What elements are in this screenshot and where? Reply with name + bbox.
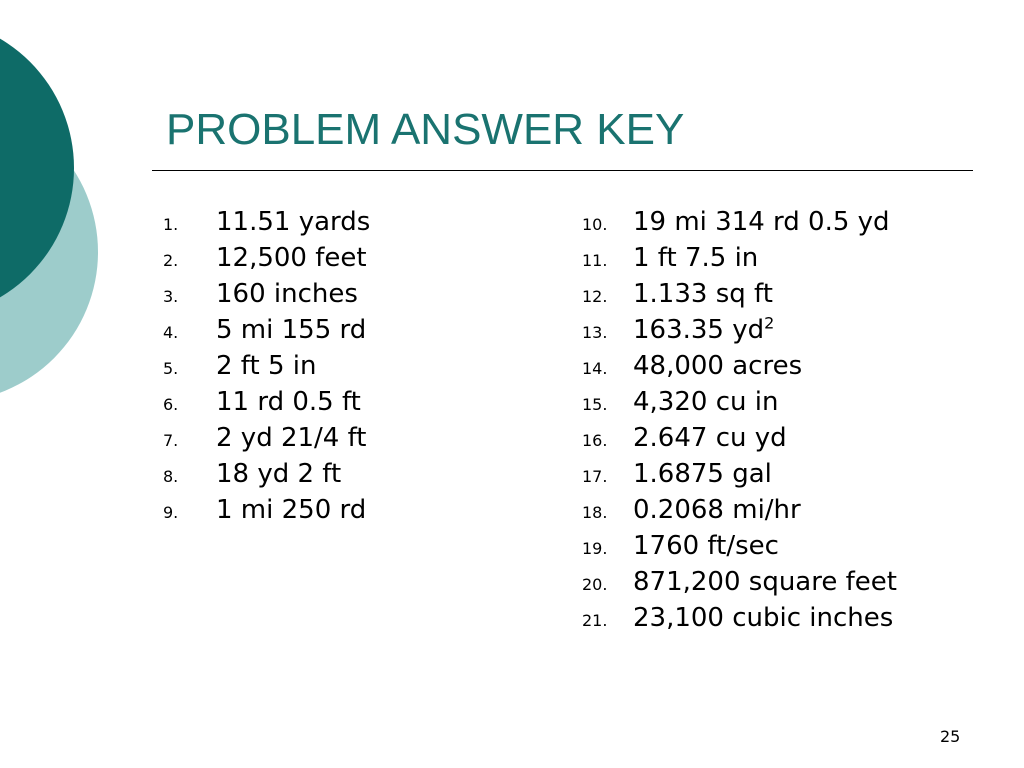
answer-text: 871,200 square feet xyxy=(633,567,897,597)
answer-text: 23,100 cubic inches xyxy=(633,603,894,633)
answer-number: 16. xyxy=(582,431,608,450)
answer-number: 10. xyxy=(582,215,608,234)
answer-text xyxy=(633,312,774,348)
answer-text: 11.51 yards xyxy=(216,207,371,237)
answer-superscript: 2 xyxy=(764,313,775,333)
answer-number: 6. xyxy=(163,395,179,414)
answer-number: 21. xyxy=(582,611,608,630)
answer-item xyxy=(163,240,370,276)
answer-item xyxy=(582,276,897,312)
answer-text: 2 yd 21/4 ft xyxy=(216,423,367,453)
answer-item xyxy=(582,312,897,348)
answer-text: 1.6875 gal xyxy=(633,459,772,489)
answer-number: 20. xyxy=(582,575,608,594)
answer-item xyxy=(582,528,897,564)
answer-item xyxy=(582,420,897,456)
answer-item xyxy=(582,204,897,240)
answer-number: 8. xyxy=(163,467,179,486)
answer-item xyxy=(163,384,370,420)
answer-number: 1. xyxy=(163,215,179,234)
answer-text: 5 mi 155 rd xyxy=(216,315,367,345)
answer-item xyxy=(163,312,370,348)
answer-text-main: 163.35 yd xyxy=(633,315,765,345)
answer-text: 1 mi 250 rd xyxy=(216,495,367,525)
answer-item xyxy=(163,492,370,528)
answer-number: 15. xyxy=(582,395,608,414)
answer-number: 14. xyxy=(582,359,608,378)
answer-number: 5. xyxy=(163,359,179,378)
answer-item xyxy=(582,492,897,528)
answer-number: 3. xyxy=(163,287,179,306)
answer-text: 2.647 cu yd xyxy=(633,423,787,453)
answer-number: 17. xyxy=(582,467,608,486)
answer-number: 11. xyxy=(582,251,608,270)
answer-text: 1 ft 7.5 in xyxy=(633,243,759,273)
answer-number: 12. xyxy=(582,287,608,306)
answer-number: 4. xyxy=(163,323,179,342)
answer-text: 1.133 sq ft xyxy=(633,279,773,309)
answer-text: 160 inches xyxy=(216,279,358,309)
answer-text: 11 rd 0.5 ft xyxy=(216,387,361,417)
answer-item xyxy=(163,204,370,240)
answer-list-left xyxy=(163,204,370,528)
answer-text: 2 ft 5 in xyxy=(216,351,317,381)
answer-text: 48,000 acres xyxy=(633,351,803,381)
answer-text: 4,320 cu in xyxy=(633,387,779,417)
answer-number: 19. xyxy=(582,539,608,558)
answer-item xyxy=(582,348,897,384)
answer-text: 0.2068 mi/hr xyxy=(633,495,801,525)
answer-text: 12,500 feet xyxy=(216,243,367,273)
title-divider xyxy=(152,170,973,171)
answer-number: 18. xyxy=(582,503,608,522)
answer-number: 7. xyxy=(163,431,179,450)
answer-item xyxy=(582,384,897,420)
answer-list-right xyxy=(582,204,897,636)
answer-item xyxy=(163,420,370,456)
answer-number: 13. xyxy=(582,323,608,342)
answer-item xyxy=(582,600,897,636)
answer-number: 2. xyxy=(163,251,179,270)
answer-item xyxy=(582,564,897,600)
page-number: 25 xyxy=(940,727,961,746)
answer-number: 9. xyxy=(163,503,179,522)
answer-item xyxy=(163,348,370,384)
answer-text: 1760 ft/sec xyxy=(633,531,779,561)
answer-item xyxy=(582,240,897,276)
slide-title: PROBLEM ANSWER KEY xyxy=(166,105,685,154)
answer-text: 18 yd 2 ft xyxy=(216,459,342,489)
answer-text: 19 mi 314 rd 0.5 yd xyxy=(633,207,890,237)
answer-item xyxy=(582,456,897,492)
answer-item xyxy=(163,456,370,492)
answer-item xyxy=(163,276,370,312)
